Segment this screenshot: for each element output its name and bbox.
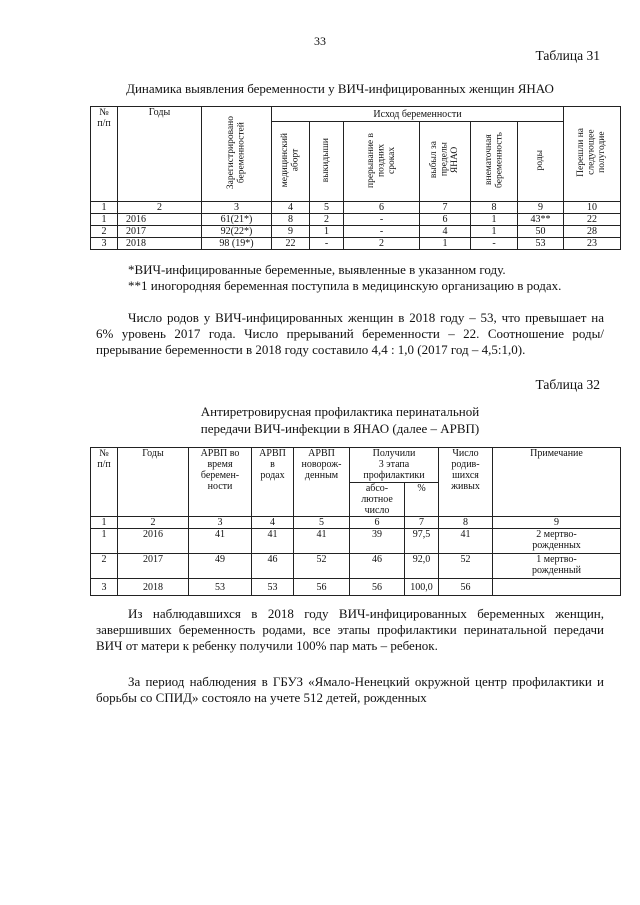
table-cell: 2 — [344, 238, 420, 250]
table-row — [91, 226, 621, 238]
table-cell: 9 — [272, 226, 310, 238]
table-row — [91, 554, 621, 579]
t31-colnum: 3 — [202, 202, 272, 214]
table-cell: - — [471, 238, 518, 250]
table31-label: Таблица 31 — [535, 48, 600, 63]
table-cell: 22 — [272, 238, 310, 250]
t31-header-miscarriage: выкидыши — [310, 122, 344, 202]
table-cell: 22 — [564, 214, 621, 226]
t31-col-numbers — [91, 202, 621, 214]
table32-title-line1: Антиретровирусная профилактика перинатальной — [200, 404, 480, 419]
table-cell: 28 — [564, 226, 621, 238]
t31-colnum: 7 — [420, 202, 471, 214]
table-cell: 46 — [252, 554, 294, 579]
table-cell: 39 — [350, 529, 405, 554]
table-cell: 2 — [91, 554, 118, 579]
table-cell: - — [344, 226, 420, 238]
table-cell: 2 — [91, 226, 118, 238]
table-row — [91, 214, 621, 226]
table-cell: 3 — [91, 238, 118, 250]
table-cell: 1 — [91, 214, 118, 226]
table-cell: 61(21*) — [202, 214, 272, 226]
t32-colnum: 9 — [493, 517, 621, 529]
t31-header-ectopic: внематочная беременность — [471, 122, 518, 202]
t32-header-percent: % — [405, 483, 439, 517]
table32-title — [60, 403, 620, 437]
t32-header-arvp-pregnancy: АРВП во время беремен- ности — [189, 448, 252, 517]
table-cell: 41 — [252, 529, 294, 554]
note-2: **1 иногородняя беременная поступила в медицинскую организацию в родах. — [128, 278, 562, 293]
table-cell: 6 — [420, 214, 471, 226]
paragraph-observation: За период наблюдения в ГБУЗ «Ямало-Ненецкий окружной центр профилактики и борьбы со СПИД» состояло на учете 512 детей, рожденных — [96, 674, 604, 705]
t32-colnum: 6 — [350, 517, 405, 529]
table-cell: 2017 — [118, 226, 202, 238]
t32-header-num: № п/п — [91, 448, 118, 517]
table-cell: 2018 — [118, 579, 189, 596]
table-row — [91, 579, 621, 596]
note-1: *ВИЧ-инфицированные беременные, выявленные в указанном году. — [128, 262, 506, 277]
t32-header-received: Получили 3 этапа профилактики — [350, 448, 439, 483]
table-cell: 52 — [294, 554, 350, 579]
table-cell: 100,0 — [405, 579, 439, 596]
table-cell: 46 — [350, 554, 405, 579]
table-cell: - — [310, 238, 344, 250]
table-cell: 53 — [189, 579, 252, 596]
table-cell: 1 — [91, 529, 118, 554]
table-cell: 56 — [439, 579, 493, 596]
table-cell: 1 — [471, 214, 518, 226]
table-cell: 41 — [439, 529, 493, 554]
t32-header-arvp-births: АРВП в родах — [252, 448, 294, 517]
t32-colnum: 2 — [118, 517, 189, 529]
table-cell: 56 — [350, 579, 405, 596]
table-cell: 53 — [252, 579, 294, 596]
t31-colnum: 6 — [344, 202, 420, 214]
t32-colnum: 1 — [91, 517, 118, 529]
table-cell: 92,0 — [405, 554, 439, 579]
table-row — [91, 529, 621, 554]
table-cell-note: 1 мертво- рожденный — [493, 554, 621, 579]
t31-colnum: 2 — [118, 202, 202, 214]
t31-header-num: № п/п — [91, 107, 118, 202]
table-cell: 4 — [420, 226, 471, 238]
table-row — [91, 238, 621, 250]
t31-header-registered: Зарегистрировано беременностей — [202, 107, 272, 202]
table-cell: 92(22*) — [202, 226, 272, 238]
table-cell: 1 — [310, 226, 344, 238]
t31-colnum: 1 — [91, 202, 118, 214]
t32-header-note: Примечание — [493, 448, 621, 517]
t31-header-next-half: Перешли на следующее полугодие — [564, 107, 621, 202]
table-cell: 8 — [272, 214, 310, 226]
table-cell: 53 — [518, 238, 564, 250]
t32-colnum: 8 — [439, 517, 493, 529]
t31-colnum: 4 — [272, 202, 310, 214]
t32-header-years: Годы — [118, 448, 189, 517]
table32-label: Таблица 32 — [535, 377, 600, 392]
table31-title: Динамика выявления беременности у ВИЧ-инфицированных женщин ЯНАО — [126, 81, 554, 96]
table31 — [90, 106, 621, 250]
table-cell: 49 — [189, 554, 252, 579]
table-cell-note — [493, 579, 621, 596]
page-number: 33 — [314, 34, 326, 48]
table-cell: 43** — [518, 214, 564, 226]
t31-colnum: 9 — [518, 202, 564, 214]
t31-header-births: роды — [518, 122, 564, 202]
t32-colnum: 3 — [189, 517, 252, 529]
t31-header-outcome: Исход беременности — [272, 107, 564, 122]
table-cell: - — [344, 214, 420, 226]
paragraph-births: Число родов у ВИЧ-инфицированных женщин в 2018 году – 53, что превышает на 6% уровень 2017 года. Число прерываний беременности – 22. Соотношение роды/прерывание беременности в 2018 году составило 4,4 : 1,0 (2017 год – 4,5:1,0). — [96, 310, 604, 357]
t32-header-born-alive: Число родив- шихся живых — [439, 448, 493, 517]
t32-colnum: 7 — [405, 517, 439, 529]
t32-col-numbers — [91, 517, 621, 529]
table-cell: 41 — [294, 529, 350, 554]
table-cell-note: 2 мертво- рожденных — [493, 529, 621, 554]
paragraph-prophylaxis: Из наблюдавшихся в 2018 году ВИЧ-инфицированных беременных женщин, завершивших беременность родами, все этапы профилактики перинатальной передачи ВИЧ от матери к ребенку получили 100% пар мать – ребенок. — [96, 606, 604, 653]
t31-colnum: 8 — [471, 202, 518, 214]
t31-header-abortion: медицинский аборт — [272, 122, 310, 202]
t32-header-absolute: абсо- лютное число — [350, 483, 405, 517]
table-cell: 1 — [420, 238, 471, 250]
t31-colnum: 10 — [564, 202, 621, 214]
table-cell: 50 — [518, 226, 564, 238]
table-cell: 3 — [91, 579, 118, 596]
table-cell: 23 — [564, 238, 621, 250]
t31-header-years: Годы — [118, 107, 202, 202]
table-cell: 1 — [471, 226, 518, 238]
table32 — [90, 447, 621, 596]
table-cell: 52 — [439, 554, 493, 579]
t32-colnum: 4 — [252, 517, 294, 529]
table-cell: 98 (19*) — [202, 238, 272, 250]
t32-colnum: 5 — [294, 517, 350, 529]
table-cell: 41 — [189, 529, 252, 554]
t31-header-late-termination: прерывание в поздних сроках — [344, 122, 420, 202]
table-cell: 56 — [294, 579, 350, 596]
t32-header-arvp-newborn: АРВП новорож- денным — [294, 448, 350, 517]
t31-colnum: 5 — [310, 202, 344, 214]
table-cell: 2 — [310, 214, 344, 226]
table32-title-line2: передачи ВИЧ-инфекции в ЯНАО (далее – АРВП) — [200, 421, 480, 436]
table-cell: 2017 — [118, 554, 189, 579]
table-cell: 2018 — [118, 238, 202, 250]
t31-header-left-region: выбыл за пределы ЯНАО — [420, 122, 471, 202]
table-cell: 97,5 — [405, 529, 439, 554]
table-cell: 2016 — [118, 529, 189, 554]
table-cell: 2016 — [118, 214, 202, 226]
